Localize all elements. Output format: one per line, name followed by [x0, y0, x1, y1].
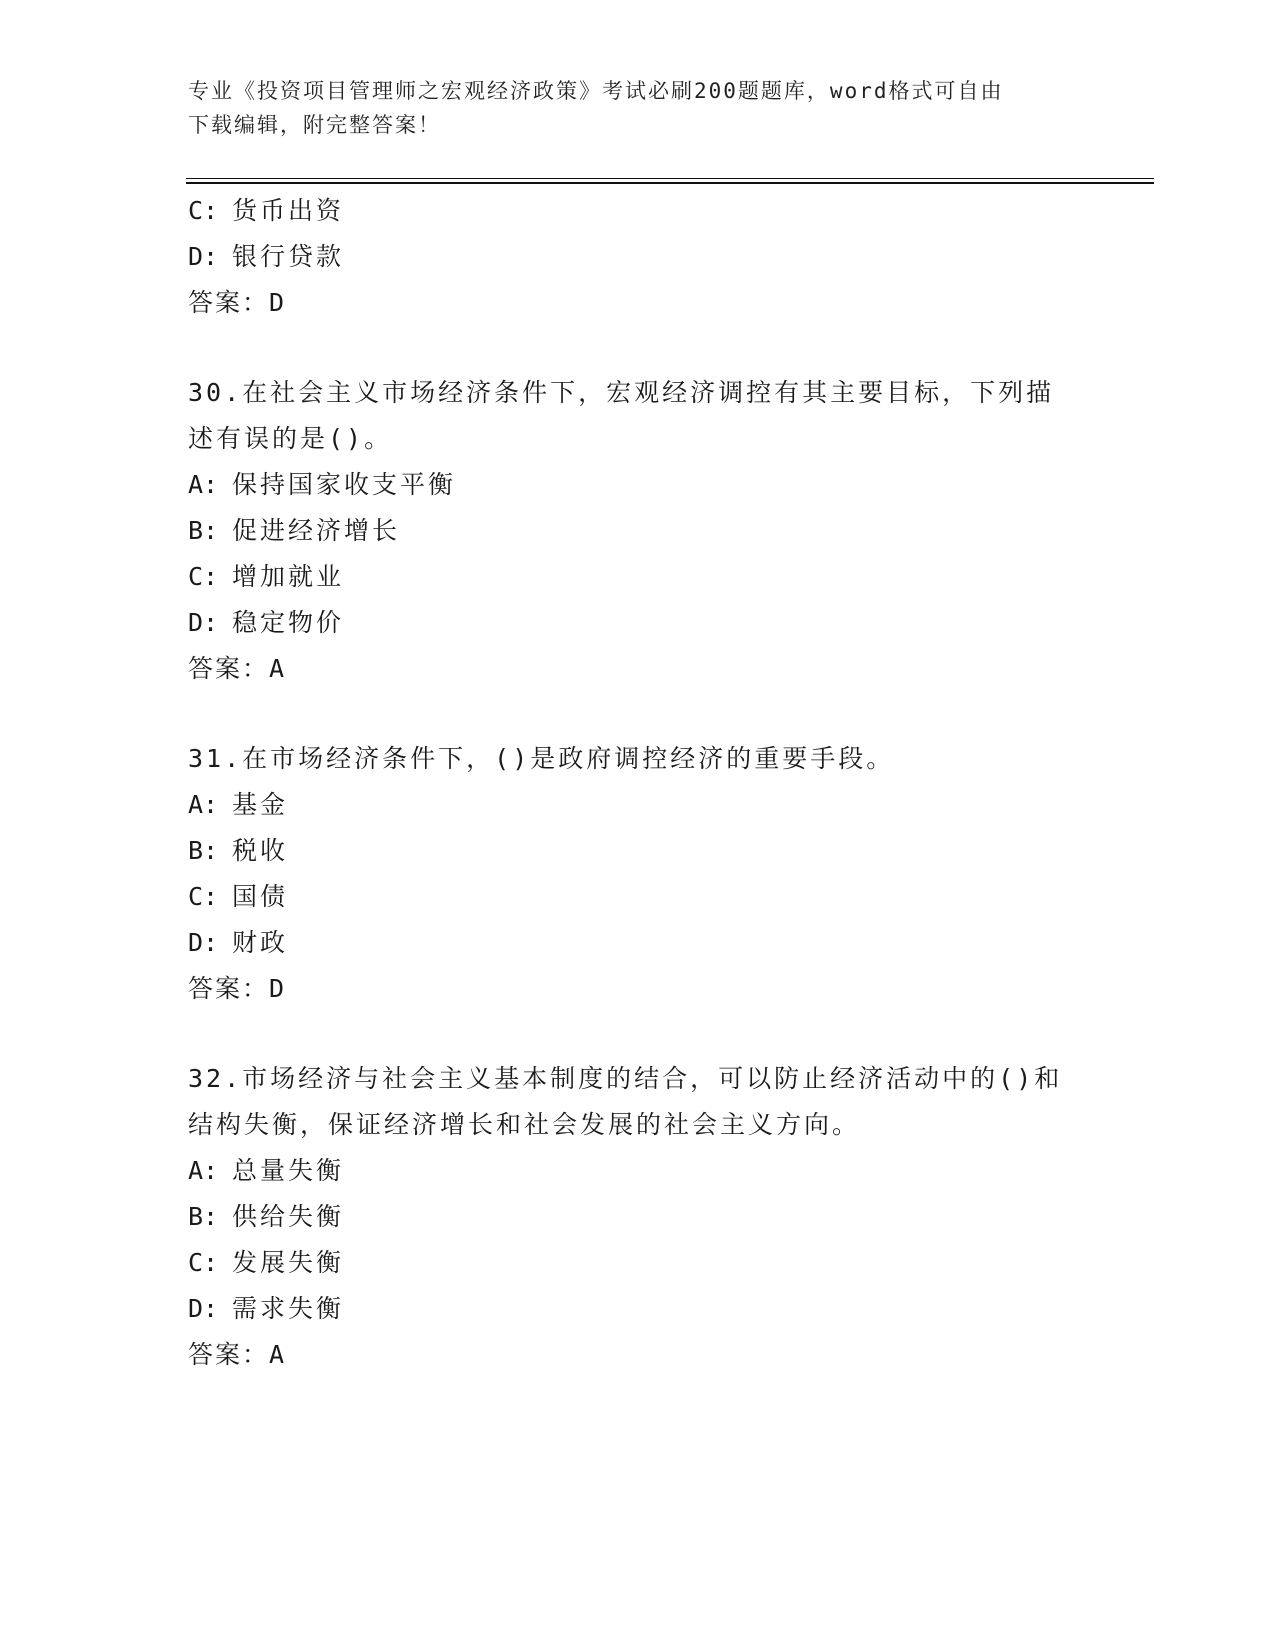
option-b	[188, 1194, 1088, 1240]
header-line-2: 下载编辑，附完整答案！	[188, 113, 441, 137]
option-text: 货币出资	[232, 196, 345, 225]
question-31	[188, 736, 1088, 1012]
question-29-tail	[188, 188, 1088, 326]
header-rule-thin	[186, 178, 1154, 179]
spacer	[188, 326, 1088, 370]
option-text: 促进经济增长	[232, 516, 401, 545]
option-a	[188, 462, 1088, 508]
answer-line	[188, 966, 1088, 1012]
option-a	[188, 1148, 1088, 1194]
option-text: 总量失衡	[232, 1156, 345, 1185]
answer-line	[188, 646, 1088, 692]
header-line-1: 专业《投资项目管理师之宏观经济政策》考试必刷200题题库，word格式可自由	[188, 79, 1004, 103]
answer-value: D	[269, 288, 285, 317]
option-label: D:	[188, 928, 219, 957]
question-stem-line-1: 32.市场经济与社会主义基本制度的结合，可以防止经济活动中的()和	[188, 1064, 1063, 1093]
option-text: 供给失衡	[232, 1202, 345, 1231]
option-label: A:	[188, 1156, 219, 1185]
option-label: D:	[188, 608, 219, 637]
document-header	[188, 74, 1088, 142]
question-stem-line-1: 30.在社会主义市场经济条件下，宏观经济调控有其主要目标，下列描	[188, 378, 1055, 407]
option-text: 发展失衡	[232, 1248, 345, 1277]
option-text: 基金	[232, 790, 289, 819]
option-a	[188, 782, 1088, 828]
option-d	[188, 234, 1088, 280]
option-label: B:	[188, 516, 219, 545]
answer-value: A	[269, 654, 285, 683]
option-label: C:	[188, 196, 219, 225]
question-stem-line-2: 述有误的是()。	[188, 424, 393, 453]
option-b	[188, 508, 1088, 554]
header-rule-thick	[186, 182, 1154, 184]
option-text: 稳定物价	[232, 608, 345, 637]
option-d	[188, 1286, 1088, 1332]
answer-label: 答案：	[188, 654, 270, 683]
option-label: A:	[188, 470, 219, 499]
question-list	[188, 188, 1088, 1378]
answer-label: 答案：	[188, 1340, 270, 1369]
option-text: 增加就业	[232, 562, 345, 591]
option-text: 税收	[232, 836, 289, 865]
option-d	[188, 920, 1088, 966]
question-32	[188, 1056, 1088, 1378]
option-text: 银行贷款	[232, 242, 345, 271]
option-text: 国债	[232, 882, 289, 911]
question-30	[188, 370, 1088, 692]
option-c	[188, 188, 1088, 234]
answer-line	[188, 1332, 1088, 1378]
answer-line	[188, 280, 1088, 326]
answer-value: D	[269, 974, 285, 1003]
option-b	[188, 828, 1088, 874]
option-label: B:	[188, 1202, 219, 1231]
option-label: D:	[188, 1294, 219, 1323]
spacer	[188, 692, 1088, 736]
spacer	[188, 1012, 1088, 1056]
question-stem-line-2: 结构失衡，保证经济增长和社会发展的社会主义方向。	[188, 1110, 861, 1139]
option-label: D:	[188, 242, 219, 271]
option-label: B:	[188, 836, 219, 865]
option-text: 保持国家收支平衡	[232, 470, 457, 499]
option-label: C:	[188, 1248, 219, 1277]
option-c	[188, 874, 1088, 920]
option-c	[188, 1240, 1088, 1286]
question-stem-line-1: 31.在市场经济条件下，()是政府调控经济的重要手段。	[188, 744, 895, 773]
option-text: 财政	[232, 928, 289, 957]
option-label: C:	[188, 562, 219, 591]
option-label: C:	[188, 882, 219, 911]
answer-label: 答案：	[188, 288, 270, 317]
option-text: 需求失衡	[232, 1294, 345, 1323]
answer-value: A	[269, 1340, 285, 1369]
answer-label: 答案：	[188, 974, 270, 1003]
option-c	[188, 554, 1088, 600]
option-label: A:	[188, 790, 219, 819]
option-d	[188, 600, 1088, 646]
